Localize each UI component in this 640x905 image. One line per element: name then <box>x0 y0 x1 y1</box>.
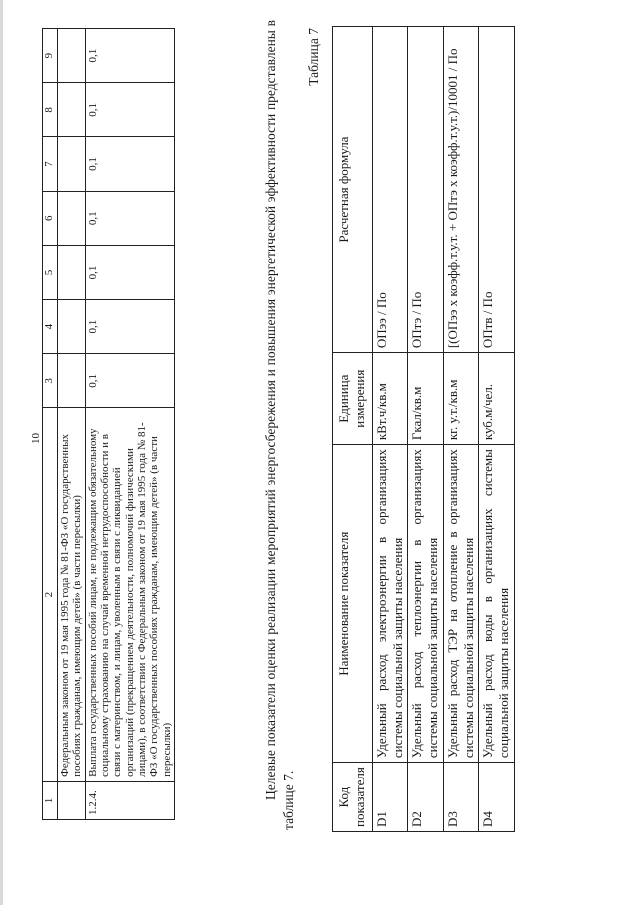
row-number <box>58 781 86 819</box>
header-unit: Единица измерения <box>333 353 373 445</box>
table-row <box>85 29 174 820</box>
indicators-table <box>332 26 515 832</box>
table-header-row <box>333 27 373 832</box>
indicator-unit: кВт.ч/кв.м <box>372 353 408 445</box>
table-row <box>408 27 444 832</box>
rotated-page <box>12 10 624 890</box>
column-number: 3 <box>43 354 58 408</box>
continuation-table <box>42 28 175 820</box>
indicator-formula: ОПтв / По <box>479 27 515 353</box>
column-number: 6 <box>43 191 58 245</box>
value-cell <box>58 29 86 83</box>
header-code: Код показателя <box>333 763 373 832</box>
row-name: Федеральным законом от 19 мая 1995 года № 81-ФЗ «О государственных пособиях гражданам, имеющим детей» (в части пересылки) <box>58 408 86 781</box>
value-cell: 0,1 <box>85 191 174 245</box>
column-number: 8 <box>43 83 58 137</box>
page-number: 10 <box>30 433 42 444</box>
table-row <box>58 29 86 820</box>
row-number: 1.2.4. <box>85 781 174 819</box>
indicator-formula: ОПтэ / По <box>408 27 444 353</box>
indicator-name: Удельный расход теплоэнергии в организациях системы социальной защиты населения <box>408 445 444 763</box>
value-cell <box>58 137 86 191</box>
intro-paragraph <box>262 20 298 830</box>
table-row <box>443 27 479 832</box>
row-name: Выплата государственных пособий лицам, не подлежащим обязательному социальному страхованию на случай временной нетрудоспособности и в связи с материнством, и лицам, уволенным в связи с ликвидацией организаций (прекращением деятельности, полномочий физическими лицами), в соответствии с Федеральным законом от 19 мая 1995 года № 81-ФЗ «О государственных пособиях гражданам, имеющим детей» (в части пересылки) <box>85 408 174 781</box>
value-cell <box>58 245 86 299</box>
column-number: 1 <box>43 781 58 819</box>
indicator-formula: [(ОПээ x коэфф.т.у.т. + ОПтэ x коэфф.т.у.т.)/10001 / По <box>443 27 479 353</box>
indicator-formula: ОПээ / По <box>372 27 408 353</box>
value-cell: 0,1 <box>85 137 174 191</box>
paragraph-text: Целевые показатели оценки реализации мероприятий энергосбережения и повышения энергетической эффективности представлены в таблице 7. <box>263 20 297 830</box>
indicator-name: Удельный расход ТЭР на отопление в организациях системы социальной защиты населения <box>443 445 479 763</box>
column-number: 9 <box>43 29 58 83</box>
table-caption: Таблица 7 <box>306 28 321 86</box>
value-cell <box>58 83 86 137</box>
value-cell: 0,1 <box>85 300 174 354</box>
column-number: 7 <box>43 137 58 191</box>
table-row <box>372 27 408 832</box>
value-cell: 0,1 <box>85 245 174 299</box>
value-cell <box>58 300 86 354</box>
value-cell: 0,1 <box>85 83 174 137</box>
indicator-code: D3 <box>443 763 479 832</box>
column-numbers-row <box>43 29 58 820</box>
value-cell: 0,1 <box>85 354 174 408</box>
indicator-name: Удельный расход электроэнергии в организациях системы социальной защиты населения <box>372 445 408 763</box>
indicator-unit: куб.м/чел. <box>479 353 515 445</box>
indicator-unit: кг. у.т./кв.м <box>443 353 479 445</box>
value-cell <box>58 191 86 245</box>
column-number: 2 <box>43 408 58 781</box>
scan-edge <box>0 0 3 905</box>
column-number: 4 <box>43 300 58 354</box>
indicator-name: Удельный расход воды в организациях системы социальной защиты населения <box>479 445 515 763</box>
indicator-unit: Гкал/кв.м <box>408 353 444 445</box>
header-formula: Расчетная формула <box>333 27 373 353</box>
table-row <box>479 27 515 832</box>
value-cell: 0,1 <box>85 29 174 83</box>
value-cell <box>58 354 86 408</box>
header-name: Наименование показателя <box>333 445 373 763</box>
document-body <box>12 10 624 890</box>
indicator-code: D2 <box>408 763 444 832</box>
indicator-code: D1 <box>372 763 408 832</box>
indicator-code: D4 <box>479 763 515 832</box>
column-number: 5 <box>43 245 58 299</box>
